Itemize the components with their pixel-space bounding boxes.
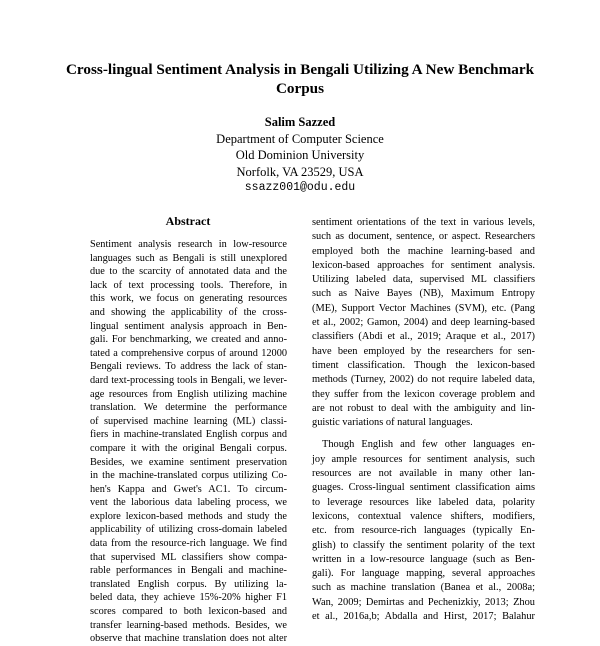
abstract-line: compare it with the original Bengali corpus. bbox=[90, 442, 287, 454]
abstract-line: lack of text processing tools. Therefore, in bbox=[90, 279, 287, 291]
abstract-line: applicability of utilizing cross-domain labeled bbox=[90, 524, 287, 536]
body-line: they suffer from the lexicon coverage problem and bbox=[312, 388, 535, 400]
abstract-line: due to the scarcity of annotated data and the bbox=[90, 266, 287, 278]
body-line: such as document, sentence, or aspect. Researchers bbox=[312, 231, 535, 243]
body-line: employed both the machine learning-based and bbox=[312, 245, 535, 257]
body-line: (ME), Support Vector Machines (SVM), etc. (Pang bbox=[312, 302, 535, 314]
abstract-line: explore lexicon-based methods and study the bbox=[90, 510, 287, 522]
body-line: et al., 2016a,b; Abdalla and Hirst, 2017; Balahur bbox=[312, 611, 535, 623]
abstract-line: and showing the applicability of the cross- bbox=[90, 306, 287, 318]
body-line: timent classification. Though the lexicon-based bbox=[312, 359, 535, 371]
abstract-line: Sentiment analysis research in low-resource bbox=[90, 239, 287, 250]
body-line: glish) to classify the sentiment polarity of the text bbox=[312, 539, 535, 551]
body-line: guages. Cross-lingual sentiment classification aims bbox=[312, 482, 535, 494]
body-line: sentiment orientations of the text in various levels, bbox=[312, 217, 535, 228]
abstract-line: rable performances in Bengali and machine- bbox=[90, 565, 287, 577]
paper-title-line-2: Corpus bbox=[275, 80, 325, 97]
author-email: ssazz001@odu.edu bbox=[244, 181, 356, 194]
body-paragraph-2 bbox=[312, 438, 535, 624]
abstract-text bbox=[90, 238, 287, 646]
body-line: such as machine translation (Banea et al., 2008a; bbox=[312, 582, 535, 594]
paper-title-line-1: Cross-lingual Sentiment Analysis in Bengali Utilizing A New Benchmark bbox=[65, 61, 535, 78]
abstract-line: data from the resource-rich language. We find bbox=[90, 538, 287, 550]
body-line: resources are not available in many other lan- bbox=[312, 468, 535, 480]
abstract-line: languages such as Bengali is still unexplored bbox=[90, 252, 287, 264]
body-line: are not robust to deal with the ambiguity and lin- bbox=[312, 402, 535, 414]
abstract-line: that supervised ML classifiers show compa- bbox=[90, 551, 287, 563]
body-line: lexicon-based approaches for sentiment analysis. bbox=[312, 259, 535, 271]
paragraph-gap bbox=[312, 430, 535, 438]
author-location: Norfolk, VA 23529, USA bbox=[236, 164, 364, 179]
abstract-line: of supervised machine learning (ML) classi- bbox=[90, 415, 287, 427]
abstract-line: hen's Kappa and Gwet's AC1. To circum- bbox=[90, 483, 287, 495]
body-line: Utilizing labeled data, supervised ML classifiers bbox=[312, 274, 535, 286]
body-line: methods (Turney, 2002) do not require labeled data, bbox=[312, 374, 535, 386]
author-name: Salim Sazzed bbox=[264, 115, 336, 129]
abstract-line: translation. We determine the performance bbox=[90, 402, 287, 414]
abstract-line: vent the laborious data labeling process, we bbox=[90, 497, 287, 509]
abstract-line: tated a comprehensive corpus of around 12000 bbox=[90, 347, 287, 359]
abstract-line: dard text-processing tools in Bengali, we lever- bbox=[90, 374, 287, 386]
body-line: classifiers (Abdi et al., 2019; Araque et al., 2017) bbox=[312, 331, 535, 343]
author-university: Old Dominion University bbox=[235, 148, 365, 162]
body-line: joy ample resources for sentiment analysis, such bbox=[312, 453, 535, 465]
abstract-line: observe that machine translation does not alter bbox=[90, 633, 287, 645]
body-line: to leverage resources like labeled data, polarity bbox=[312, 496, 535, 508]
abstract-line: Bengali reviews. To address the lack of stan- bbox=[90, 361, 287, 373]
author-department: Department of Computer Science bbox=[216, 131, 384, 146]
body-line: lexicons, contextual valence shifters, modifiers, bbox=[312, 510, 535, 522]
abstract-line: transfer learning-based methods. Besides, we bbox=[90, 619, 287, 631]
abstract-line: scores compared to both lexicon-based and bbox=[90, 606, 287, 618]
abstract-line: this work, we focus on generating resources bbox=[90, 293, 287, 305]
abstract-line: lingual sentiment analysis approach in Ben- bbox=[90, 320, 287, 332]
abstract-line: beled data, they achieve 15%-20% higher F1 bbox=[90, 592, 287, 604]
body-line: have been employed by the researchers for sen- bbox=[312, 345, 535, 357]
abstract-line: in the machine-translated corpus utilizing Co- bbox=[90, 470, 287, 482]
author-block bbox=[150, 114, 450, 197]
abstract-line: Besides, we examine sentiment preservation bbox=[90, 456, 287, 468]
body-line: guistic variations of natural languages. bbox=[312, 417, 473, 429]
abstract-line: fiers in machine-translated English corpus and bbox=[90, 429, 287, 441]
body-line: et al., 2002; Gamon, 2004) and deep learning-based bbox=[312, 317, 535, 329]
paper-title bbox=[60, 60, 540, 98]
abstract-line: age resources from English utilizing machine bbox=[90, 388, 287, 400]
body-text bbox=[312, 216, 535, 624]
body-line: Wan, 2009; Demirtas and Pechenizkiy, 2013; Zhou bbox=[312, 596, 535, 608]
abstract-line: translated English corpus. By utilizing la- bbox=[90, 578, 287, 590]
body-line: such as Naive Bayes (NB), Maximum Entropy bbox=[312, 288, 535, 300]
body-line: Though English and few other languages en- bbox=[322, 439, 535, 451]
abstract-heading: Abstract bbox=[165, 214, 211, 228]
body-line: gali). For language mapping, several approaches bbox=[312, 568, 535, 580]
abstract-line: gali. For benchmarking, we created and anno- bbox=[90, 334, 287, 346]
body-line: etc. from resource-rich languages (typically En- bbox=[312, 525, 535, 537]
body-paragraph-1 bbox=[312, 216, 535, 430]
body-line: written in a low-resource language (such as Ben- bbox=[312, 553, 535, 565]
